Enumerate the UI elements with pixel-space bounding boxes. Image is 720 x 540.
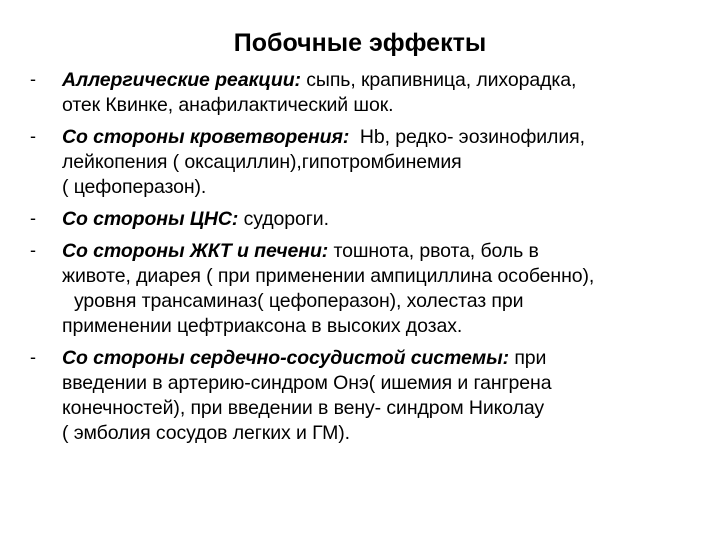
bullet-marker: - xyxy=(30,126,36,146)
list-item-allergic xyxy=(0,68,720,118)
list-item-hematopoiesis xyxy=(0,125,720,200)
item-text-line: конечностей), при введении в вену- синдром Николау xyxy=(62,397,545,419)
item-text-line: лейкопения ( оксациллин),гипотромбинемия xyxy=(62,151,462,173)
bullet-marker: - xyxy=(30,240,36,260)
list-item-cardiovascular xyxy=(0,346,720,446)
item-text-line: ( цефоперазон). xyxy=(62,176,207,198)
item-text-line: отек Квинке, анафилактический шок. xyxy=(62,94,394,116)
item-first-line xyxy=(62,239,690,264)
item-first-line xyxy=(62,207,690,232)
item-text: тошнота, рвота, боль в xyxy=(328,240,539,262)
bullet-marker: - xyxy=(30,347,36,367)
item-text: при xyxy=(509,347,547,369)
list-item-cns xyxy=(0,207,720,232)
item-heading: Со стороны ЦНС: xyxy=(62,208,239,230)
item-heading: Со стороны кроветворения: xyxy=(62,126,350,148)
bullet-marker: - xyxy=(30,208,36,228)
item-text: судороги. xyxy=(238,208,329,230)
item-first-line xyxy=(62,68,690,93)
item-first-line xyxy=(62,125,690,150)
item-first-line xyxy=(62,346,690,371)
bullet-marker: - xyxy=(30,69,36,89)
list-item-gi-liver xyxy=(0,239,720,339)
item-heading: Со стороны сердечно-сосудистой системы: xyxy=(62,347,510,369)
item-text-line: ( эмболия сосудов легких и ГМ). xyxy=(62,422,350,444)
item-text-line: животе, диарея ( при применении ампициллина особенно), xyxy=(62,265,595,287)
item-heading: Со стороны ЖКТ и печени: xyxy=(62,240,329,262)
item-text-line: применении цефтриаксона в высоких дозах. xyxy=(62,315,463,337)
item-text: сыпь, крапивница, лихорадка, xyxy=(300,69,577,91)
slide-title: Побочные эффекты xyxy=(233,29,487,57)
item-text-line: уровня трансаминаз( цефоперазон), холестаз при xyxy=(74,290,524,312)
side-effects-list xyxy=(0,68,720,453)
item-text-line: введении в артерию-синдром Онэ( ишемия и гангрена xyxy=(62,372,552,394)
item-text: Hb, редко- эозинофилия, xyxy=(349,126,585,148)
item-heading: Аллергические реакции: xyxy=(62,69,301,91)
